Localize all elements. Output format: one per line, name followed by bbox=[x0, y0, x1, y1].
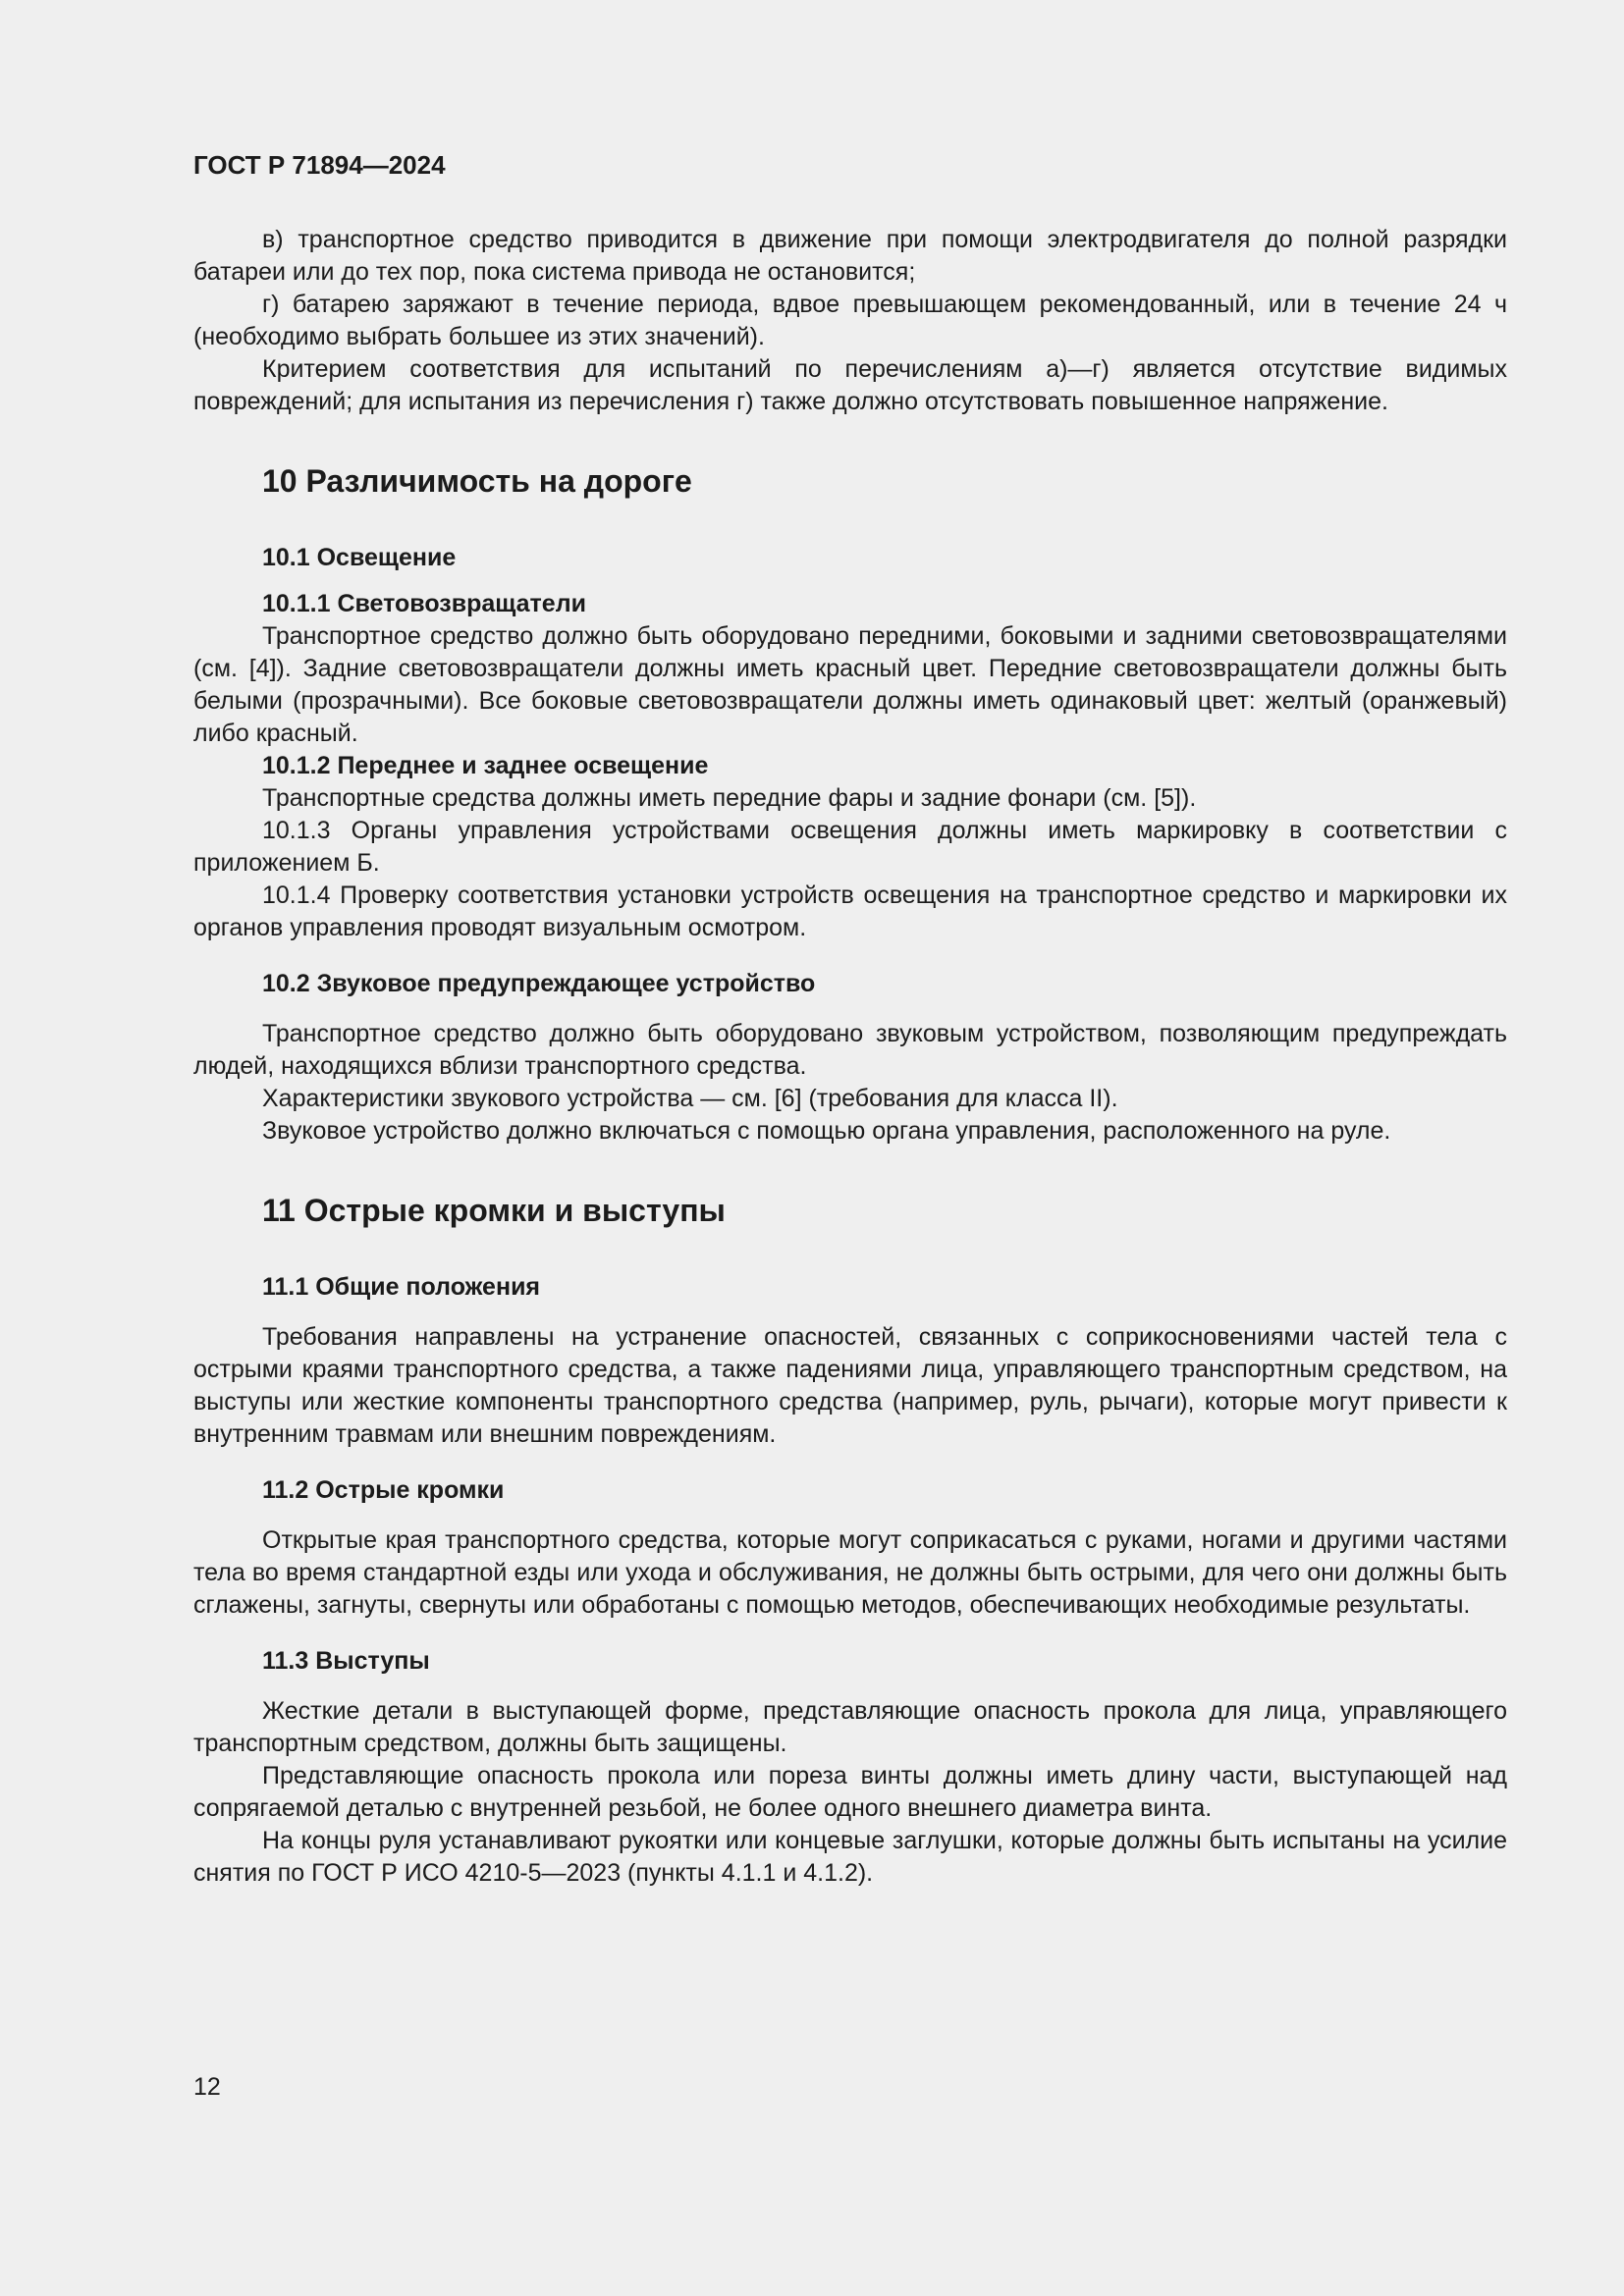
section-11-heading: 11 Острые кромки и выступы bbox=[262, 1193, 726, 1228]
intro-paragraph-criterion: Критерием соответствия для испытаний по перечислениям а)—г) является отсутствие видимых повреждений; для испытания из перечисления г) также должно отсутствовать повышенное напряжение. bbox=[193, 355, 1507, 415]
intro-paragraph-v: в) транспортное средство приводится в движение при помощи электродвигателя до полной разрядки батареи или до тех пор, пока система привода не остановится; bbox=[193, 226, 1507, 286]
document-header: ГОСТ Р 71894—2024 bbox=[193, 150, 446, 180]
section-10-heading: 10 Различимость на дороге bbox=[262, 463, 692, 499]
section-11-3-paragraph-1: Жесткие детали в выступающей форме, представляющие опасность прокола для лица, управляющего транспортным средством, должны быть защищены. bbox=[193, 1697, 1507, 1757]
section-11-2-paragraph: Открытые края транспортного средства, которые могут соприкасаться с руками, ногами и другими частями тела во время стандартной езды или ухода и обслуживания, не должны быть острыми, для чего они должны быть сглажены, загнуты, свернуты или обработаны с помощью методов, обеспечивающих необходимые результаты. bbox=[193, 1526, 1507, 1619]
section-10-2-paragraph-1: Транспортное средство должно быть оборудовано звуковым устройством, позволяющим предупреждать людей, находящихся вблизи транспортного средства. bbox=[193, 1020, 1507, 1080]
section-11-1-heading: 11.1 Общие положения bbox=[262, 1273, 541, 1301]
section-10-1-2-paragraph: Транспортные средства должны иметь передние фары и задние фонари (см. [5]). bbox=[262, 784, 1197, 812]
section-10-2-paragraph-3: Звуковое устройство должно включаться с помощью органа управления, расположенного на руле. bbox=[262, 1117, 1391, 1145]
section-10-1-4-paragraph: 10.1.4 Проверку соответствия установки устройств освещения на транспортное средство и маркировки их органов управления проводят визуальным осмотром. bbox=[193, 881, 1507, 941]
section-10-1-3-paragraph: 10.1.3 Органы управления устройствами освещения должны иметь маркировку в соответствии с приложением Б. bbox=[193, 817, 1507, 877]
intro-paragraph-g: г) батарею заряжают в течение периода, вдвое превышающем рекомендованный, или в течение 24 ч (необходимо выбрать большее из этих значений). bbox=[193, 291, 1507, 350]
page-number: 12 bbox=[193, 2073, 221, 2101]
section-10-1-1-heading: 10.1.1 Световозвращатели bbox=[262, 590, 586, 617]
section-11-3-paragraph-2: Представляющие опасность прокола или пореза винты должны иметь длину части, выступающей над сопрягаемой деталью с внутренней резьбой, не более одного внешнего диаметра винта. bbox=[193, 1762, 1507, 1822]
section-10-1-2-heading: 10.1.2 Переднее и заднее освещение bbox=[262, 752, 709, 779]
section-10-2-paragraph-2: Характеристики звукового устройства — см. [6] (требования для класса II). bbox=[262, 1085, 1118, 1112]
section-11-1-paragraph: Требования направлены на устранение опасностей, связанных с соприкосновениями частей тела с острыми краями транспортного средства, а также падениями лица, управляющего транспортным средством, на выступы или жесткие компоненты транспортного средства (например, руль, рычаги), которые могут привести к внутренним травмам или внешним повреждениям. bbox=[193, 1323, 1507, 1448]
section-11-3-heading: 11.3 Выступы bbox=[262, 1647, 430, 1675]
section-10-1-1-paragraph: Транспортное средство должно быть оборудовано передними, боковыми и задними световозвращателями (см. [4]). Задние световозвращатели должны иметь красный цвет. Передние световозвращатели должны быть белыми (прозрачными). Все боковые световозвращатели должны иметь одинаковый цвет: желтый (оранжевый) либо красный. bbox=[193, 622, 1507, 747]
document-content bbox=[193, 224, 1507, 1890]
section-11-3-paragraph-3: На концы руля устанавливают рукоятки или концевые заглушки, которые должны быть испытаны на усилие снятия по ГОСТ Р ИСО 4210-5—2023 (пункты 4.1.1 и 4.1.2). bbox=[193, 1827, 1507, 1887]
section-11-2-heading: 11.2 Острые кромки bbox=[262, 1476, 505, 1504]
section-10-2-heading: 10.2 Звуковое предупреждающее устройство bbox=[262, 970, 816, 997]
section-10-1-heading: 10.1 Освещение bbox=[262, 544, 457, 571]
